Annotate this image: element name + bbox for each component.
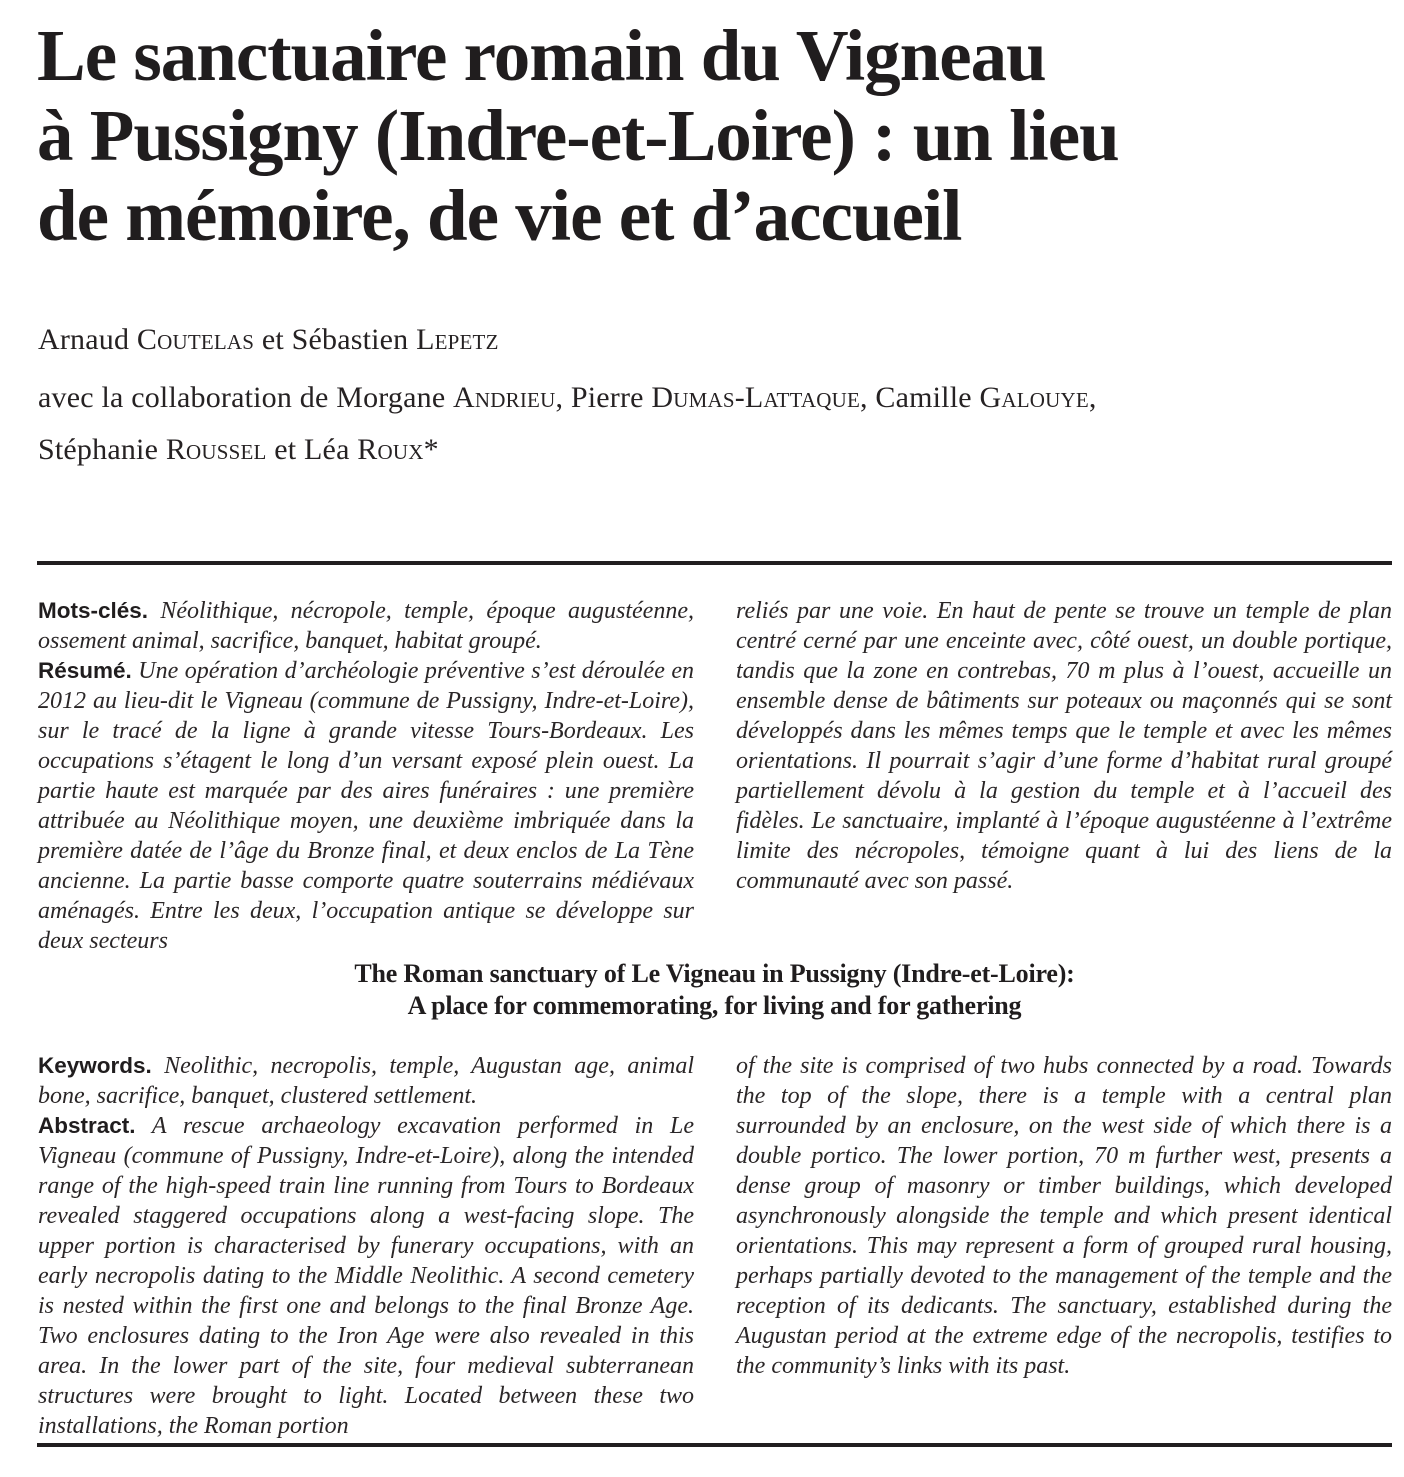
article-title-line-3: de mémoire, de vie et d’accueil <box>37 175 962 256</box>
french-abstract-label: Résumé. <box>38 658 132 683</box>
french-keywords-paragraph <box>38 596 694 656</box>
article-title-line-1: Le sanctuaire romain du Vigneau <box>37 15 1046 96</box>
english-keywords-text: Neolithic, necropolis, temple, Augustan age, animal bone, sacrifice, banquet, clustered settlement. <box>38 1053 694 1109</box>
authors-block <box>38 314 1097 476</box>
english-title-line-1: The Roman sanctuary of Le Vigneau in Pussigny (Indre-et-Loire): <box>354 959 1075 988</box>
english-abstract-continuation <box>736 1051 1392 1381</box>
article-title <box>37 16 1119 256</box>
french-abstract-paragraph <box>38 656 694 956</box>
french-abstract-text-col1: Une opération d’archéologie préventive s’est déroulée en 2012 au lieu-dit le Vigneau (commune de Pussigny, Indre-et-Loire), sur le tracé de la ligne à grande vitesse Tours-Bordeaux. Les occupations s’étagent le long d’un versant exposé plein ouest. La partie haute est marquée par des aires funéraires : une première attribuée au Néolithique moyen, une deuxième imbriquée dans la première datée de l’âge du Bronze final, et deux enclos de La Tène ancienne. La partie basse comporte quatre souterrains médiévaux aménagés. Entre les deux, l’occupation antique se développe sur deux secteurs <box>38 658 694 954</box>
authors-line: Arnaud Coutelas et Sébastien Lepetz <box>38 323 499 356</box>
english-title-line-2: A place for commemorating, for living and for gathering <box>407 991 1022 1020</box>
english-title <box>37 958 1392 1022</box>
article-title-line-2: à Pussigny (Indre-et-Loire) : un lieu <box>37 95 1119 176</box>
english-abstract-paragraph <box>38 1111 694 1441</box>
english-keywords-paragraph <box>38 1051 694 1111</box>
english-abstract-text-col2: of the site is comprised of two hubs connected by a road. Towards the top of the slope, there is a temple with a central plan surrounded by an enclosure, on the west side of which there is a double portico. The lower portion, 70 m further west, presents a dense group of masonry or timber buildings, which developed asynchronously alongside the temple and which present identical orientations. This may represent a form of grouped rural housing, perhaps partially devoted to the management of the temple and the reception of its dedicants. The sanctuary, established during the Augustan period at the extreme edge of the necropolis, testifies to the community’s links with its past. <box>736 1053 1392 1379</box>
collaboration-line-1: avec la collaboration de Morgane Andrieu, Pierre Dumas-Lattaque, Camille Galouye, <box>38 381 1097 414</box>
french-abstract-continuation <box>736 596 1392 896</box>
english-abstract-column-2 <box>736 1051 1392 1381</box>
bottom-divider-rule <box>37 1443 1392 1447</box>
french-keywords-label: Mots-clés. <box>38 598 149 623</box>
english-keywords-label: Keywords. <box>38 1053 152 1078</box>
collaboration-line-2: Stéphanie Roussel et Léa Roux* <box>38 433 439 466</box>
english-abstract-label: Abstract. <box>38 1113 136 1138</box>
french-abstract-text-col2: reliés par une voie. En haut de pente se trouve un temple de plan centré cerné par une enceinte avec, côté ouest, un double portique, tandis que la zone en contrebas, 70 m plus à l’ouest, accueille un ensemble dense de bâtiments sur poteaux ou maçonnés qui se sont développés dans les mêmes temps que le temple et avec les mêmes orientations. Il pourrait s’agir d’une forme d’habitat rural groupé partiellement dévolu à la gestion du temple et à l’accueil des fidèles. Le sanctuaire, implanté à l’époque augustéenne à l’extrême limite des nécropoles, témoigne quant à lui des liens de la communauté avec son passé. <box>736 598 1392 894</box>
french-keywords-text: Néolithique, nécropole, temple, époque augustéenne, ossement animal, sacrifice, banquet, habitat groupé. <box>38 598 694 654</box>
english-abstract-column-1 <box>38 1051 694 1441</box>
french-abstract-column-2 <box>736 596 1392 896</box>
top-divider-rule <box>37 561 1392 565</box>
french-abstract-column-1 <box>38 596 694 956</box>
english-abstract-text-col1: A rescue archaeology excavation performed in Le Vigneau (commune of Pussigny, Indre-et-Loire), along the intended range of the high-speed train line running from Tours to Bordeaux revealed staggered occupations along a west-facing slope. The upper portion is characterised by funerary occupations, with an early necropolis dating to the Middle Neolithic. A second cemetery is nested within the first one and belongs to the final Bronze Age. Two enclosures dating to the Iron Age were also revealed in this area. In the lower part of the site, four medieval subterranean structures were brought to light. Located between these two installations, the Roman portion <box>38 1113 694 1439</box>
